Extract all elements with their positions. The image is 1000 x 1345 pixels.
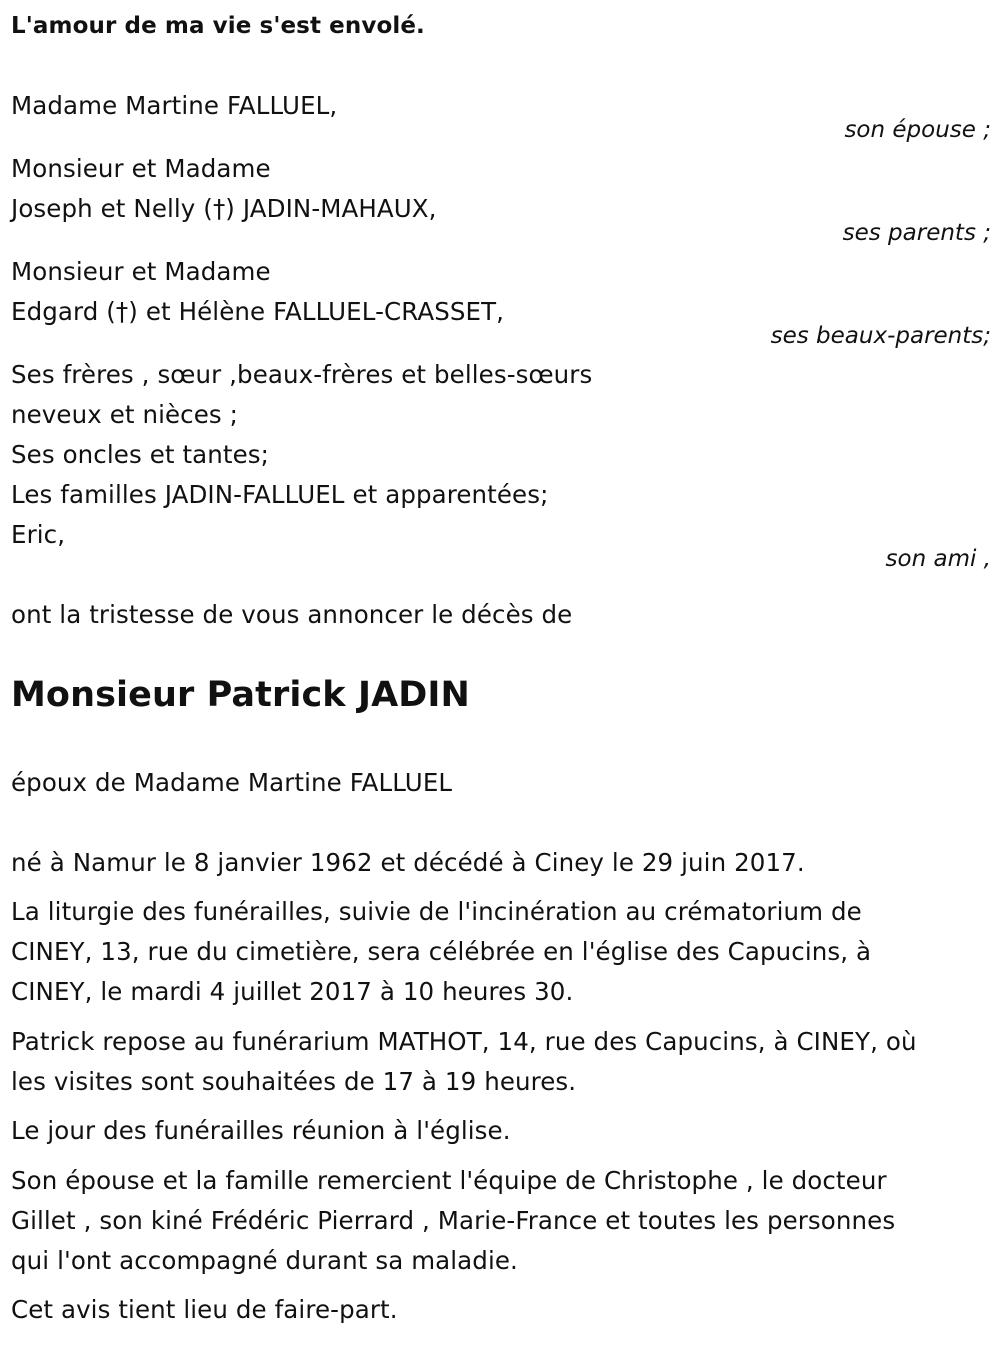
spouse-role: son épouse ; [844, 117, 991, 143]
inlaws-line-1: Monsieur et Madame [11, 257, 271, 286]
parents-line-2: Joseph et Nelly (†) JADIN-MAHAUX, [11, 194, 437, 223]
siblings-line: Ses frères , sœur ,beaux-frères et belles-sœurs [11, 360, 593, 389]
visits-line-1: Patrick repose au funérarium MATHOT, 14, rue des Capucins, à CINEY, où [11, 1027, 917, 1056]
deceased-name: Monsieur Patrick JADIN [11, 675, 470, 715]
liturgy-line-1: La liturgie des funérailles, suivie de l'incinération au crématorium de [11, 897, 862, 926]
nephews-line: neveux et nièces ; [11, 400, 239, 429]
friend-name: Eric, [11, 520, 66, 549]
families-line: Les familles JADIN-FALLUEL et apparentées; [11, 480, 549, 509]
meeting-line: Le jour des funérailles réunion à l'église. [11, 1116, 511, 1145]
liturgy-line-2: CINEY, 13, rue du cimetière, sera célébrée en l'église des Capucins, à [11, 937, 872, 966]
spouse-of-line: époux de Madame Martine FALLUEL [11, 768, 453, 797]
friend-role: son ami , [885, 546, 991, 572]
death-notice [11, 0, 991, 1345]
spouse-name: Madame Martine FALLUEL, [11, 91, 338, 120]
announcement-line: ont la tristesse de vous annoncer le décès de [11, 600, 573, 629]
uncles-line: Ses oncles et tantes; [11, 440, 270, 469]
birth-death-line: né à Namur le 8 janvier 1962 et décédé à Ciney le 29 juin 2017. [11, 848, 805, 877]
thanks-line-2: Gillet , son kiné Frédéric Pierrard , Marie-France et toutes les personnes [11, 1206, 896, 1235]
inlaws-line-2: Edgard (†) et Hélène FALLUEL-CRASSET, [11, 297, 505, 326]
visits-line-2: les visites sont souhaitées de 17 à 19 heures. [11, 1067, 577, 1096]
liturgy-line-3: CINEY, le mardi 4 juillet 2017 à 10 heures 30. [11, 977, 574, 1006]
parents-line-1: Monsieur et Madame [11, 154, 271, 183]
parents-role: ses parents ; [842, 220, 991, 246]
notice-heading: L'amour de ma vie s'est envolé. [11, 13, 425, 39]
thanks-line-3: qui l'ont accompagné durant sa maladie. [11, 1246, 518, 1275]
closing-line: Cet avis tient lieu de faire-part. [11, 1295, 398, 1324]
inlaws-role: ses beaux-parents; [770, 323, 991, 349]
thanks-line-1: Son épouse et la famille remercient l'équipe de Christophe , le docteur [11, 1166, 887, 1195]
